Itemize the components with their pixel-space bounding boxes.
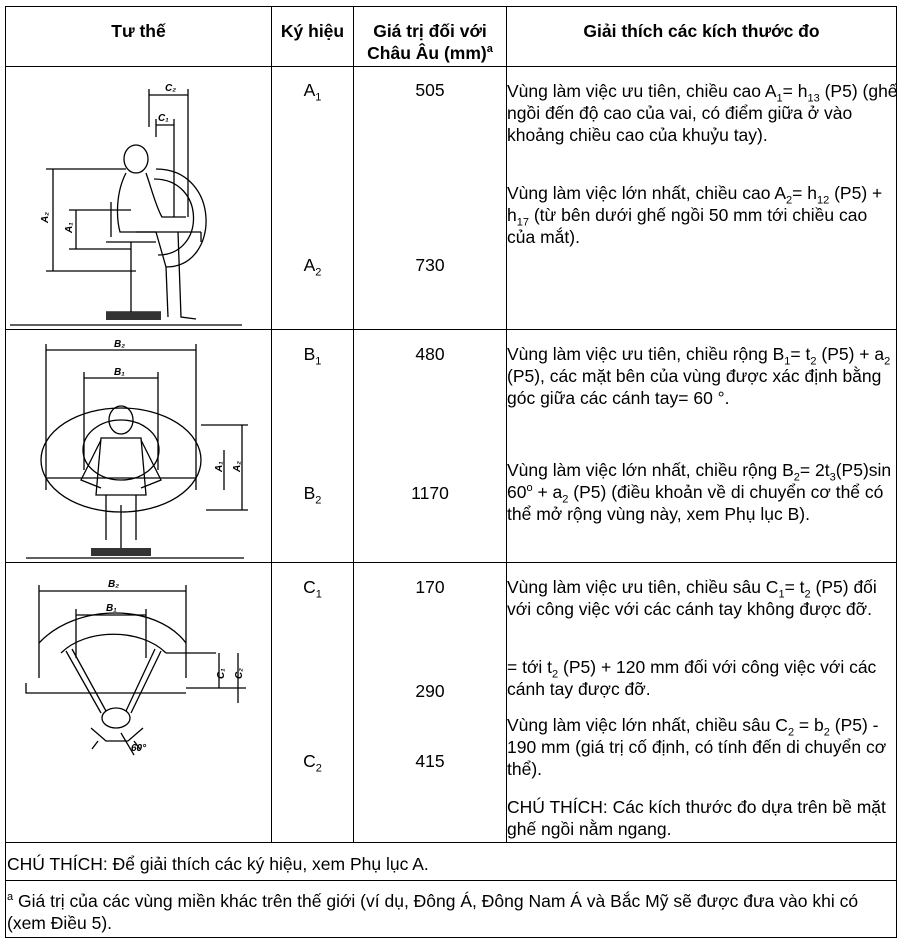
table-border-top — [5, 6, 897, 7]
value-c2: 415 — [415, 751, 445, 771]
value-c1: 170 — [415, 577, 445, 597]
fig-c-label-c1: C₁ — [216, 668, 227, 679]
column-rule-2 — [353, 6, 354, 843]
header-value — [354, 20, 506, 64]
symbol-b2: $B_2$ — [303, 483, 322, 507]
symbol-a2: $A_2$ — [303, 255, 322, 279]
header-posture: Tư thế — [111, 21, 166, 41]
header-value-line2: Châu Âu (mm)$^a$ — [367, 43, 493, 63]
fig-c-label-b1: B₁ — [106, 603, 117, 614]
footer-note-2: $^a$ Giá trị của các vùng miền khác trên thế giới (ví dụ, Đông Á, Đông Nam Á và Bắc Mỹ sẽ được đưa vào khi có (xem Điều 5). — [7, 891, 859, 933]
figure-seated-height — [6, 67, 271, 329]
fig-c-label-b2: B₂ — [108, 579, 120, 590]
explanation-b2: Vùng làm việc lớn nhất, chiều rộng $B_2= 2t_3(P5)\sin$ $60^o + a_2$ (P5) (điều khoản về di chuyển cơ thể có thể mở rộng vùng này, xem Phụ lục B). — [507, 460, 892, 524]
column-rule-1 — [271, 6, 272, 843]
header-explanation: Giải thích các kích thước đo — [583, 21, 820, 41]
value-b2: 1170 — [411, 483, 449, 503]
table-rule-row-c — [5, 842, 897, 843]
value-a1: 505 — [415, 80, 445, 100]
table-border-bottom — [5, 937, 897, 938]
fig-b-label-b1: B₁ — [114, 367, 125, 378]
fig-a-label-a1: A₁ — [64, 222, 75, 233]
value-a2: 730 — [415, 255, 445, 275]
value-b1: 480 — [415, 344, 445, 364]
fig-b-label-b2: B₂ — [114, 339, 126, 350]
explanation-c2: = tới $t_2$ (P5) + 120 mm đối với công việc với các cánh tay được đỡ. — [507, 657, 877, 699]
figure-seated-depth — [6, 563, 271, 842]
fig-a-label-c1: C₁ — [158, 113, 169, 124]
explanation-c3: Vùng làm việc lớn nhất, chiều sâu $C_2 = b_2$ (P5) - 190 mm (giá trị cố định, có tính đến di chuyển cơ thể). — [507, 715, 887, 779]
fig-b-label-a2: A₂ — [232, 460, 243, 472]
value-c-mid: 290 — [415, 681, 445, 701]
symbol-a1: $A_1$ — [303, 80, 322, 104]
fig-a-label-c2: C₂ — [165, 83, 177, 94]
table-rule-footer — [5, 880, 897, 881]
explanation-a1: Vùng làm việc ưu tiên, chiều cao $A_1= h_{13}$ (P5) (ghế ngồi đến độ cao của vai, có điểm giữa ở vào khoảng chiều cao của khuỷu tay). — [507, 81, 898, 145]
footer-note-1: CHÚ THÍCH: Để giải thích các ký hiệu, xem Phụ lục A. — [7, 854, 429, 874]
symbol-c1: $C_1$ — [303, 577, 322, 601]
header-value-line1: Giá trị đối với — [373, 21, 487, 41]
symbol-c2: $C_2$ — [303, 751, 322, 775]
fig-a-label-a2: A₂ — [40, 211, 51, 223]
explanation-c-note: CHÚ THÍCH: Các kích thước đo dựa trên bề mặt ghế ngồi nằm ngang. — [507, 797, 886, 839]
figure-seated-width — [6, 330, 271, 562]
explanation-a2: Vùng làm việc lớn nhất, chiều cao $A_2= h_{12}$ $(P5) + h_{17}$ (từ bên dưới ghế ngồi 50 mm tới chiều cao của mắt). — [507, 183, 883, 247]
fig-c-label-c2: C₂ — [234, 667, 245, 679]
fig-c-label-angle: 60° — [131, 743, 147, 754]
header-symbol: Ký hiệu — [280, 21, 345, 41]
symbol-b1: $B_1$ — [303, 344, 322, 368]
explanation-c1: Vùng làm việc ưu tiên, chiều sâu $C_1= t_2$ (P5) đối với công việc với các cánh tay không được đỡ. — [507, 577, 877, 619]
explanation-b1: Vùng làm việc ưu tiên, chiều rộng $B_1= t_2$ $(P5) + a_2$ (P5), các mặt bên của vùng được xác định bằng góc giữa các cánh tay= 60 °. — [507, 344, 891, 408]
fig-b-label-a1: A₁ — [214, 461, 225, 472]
